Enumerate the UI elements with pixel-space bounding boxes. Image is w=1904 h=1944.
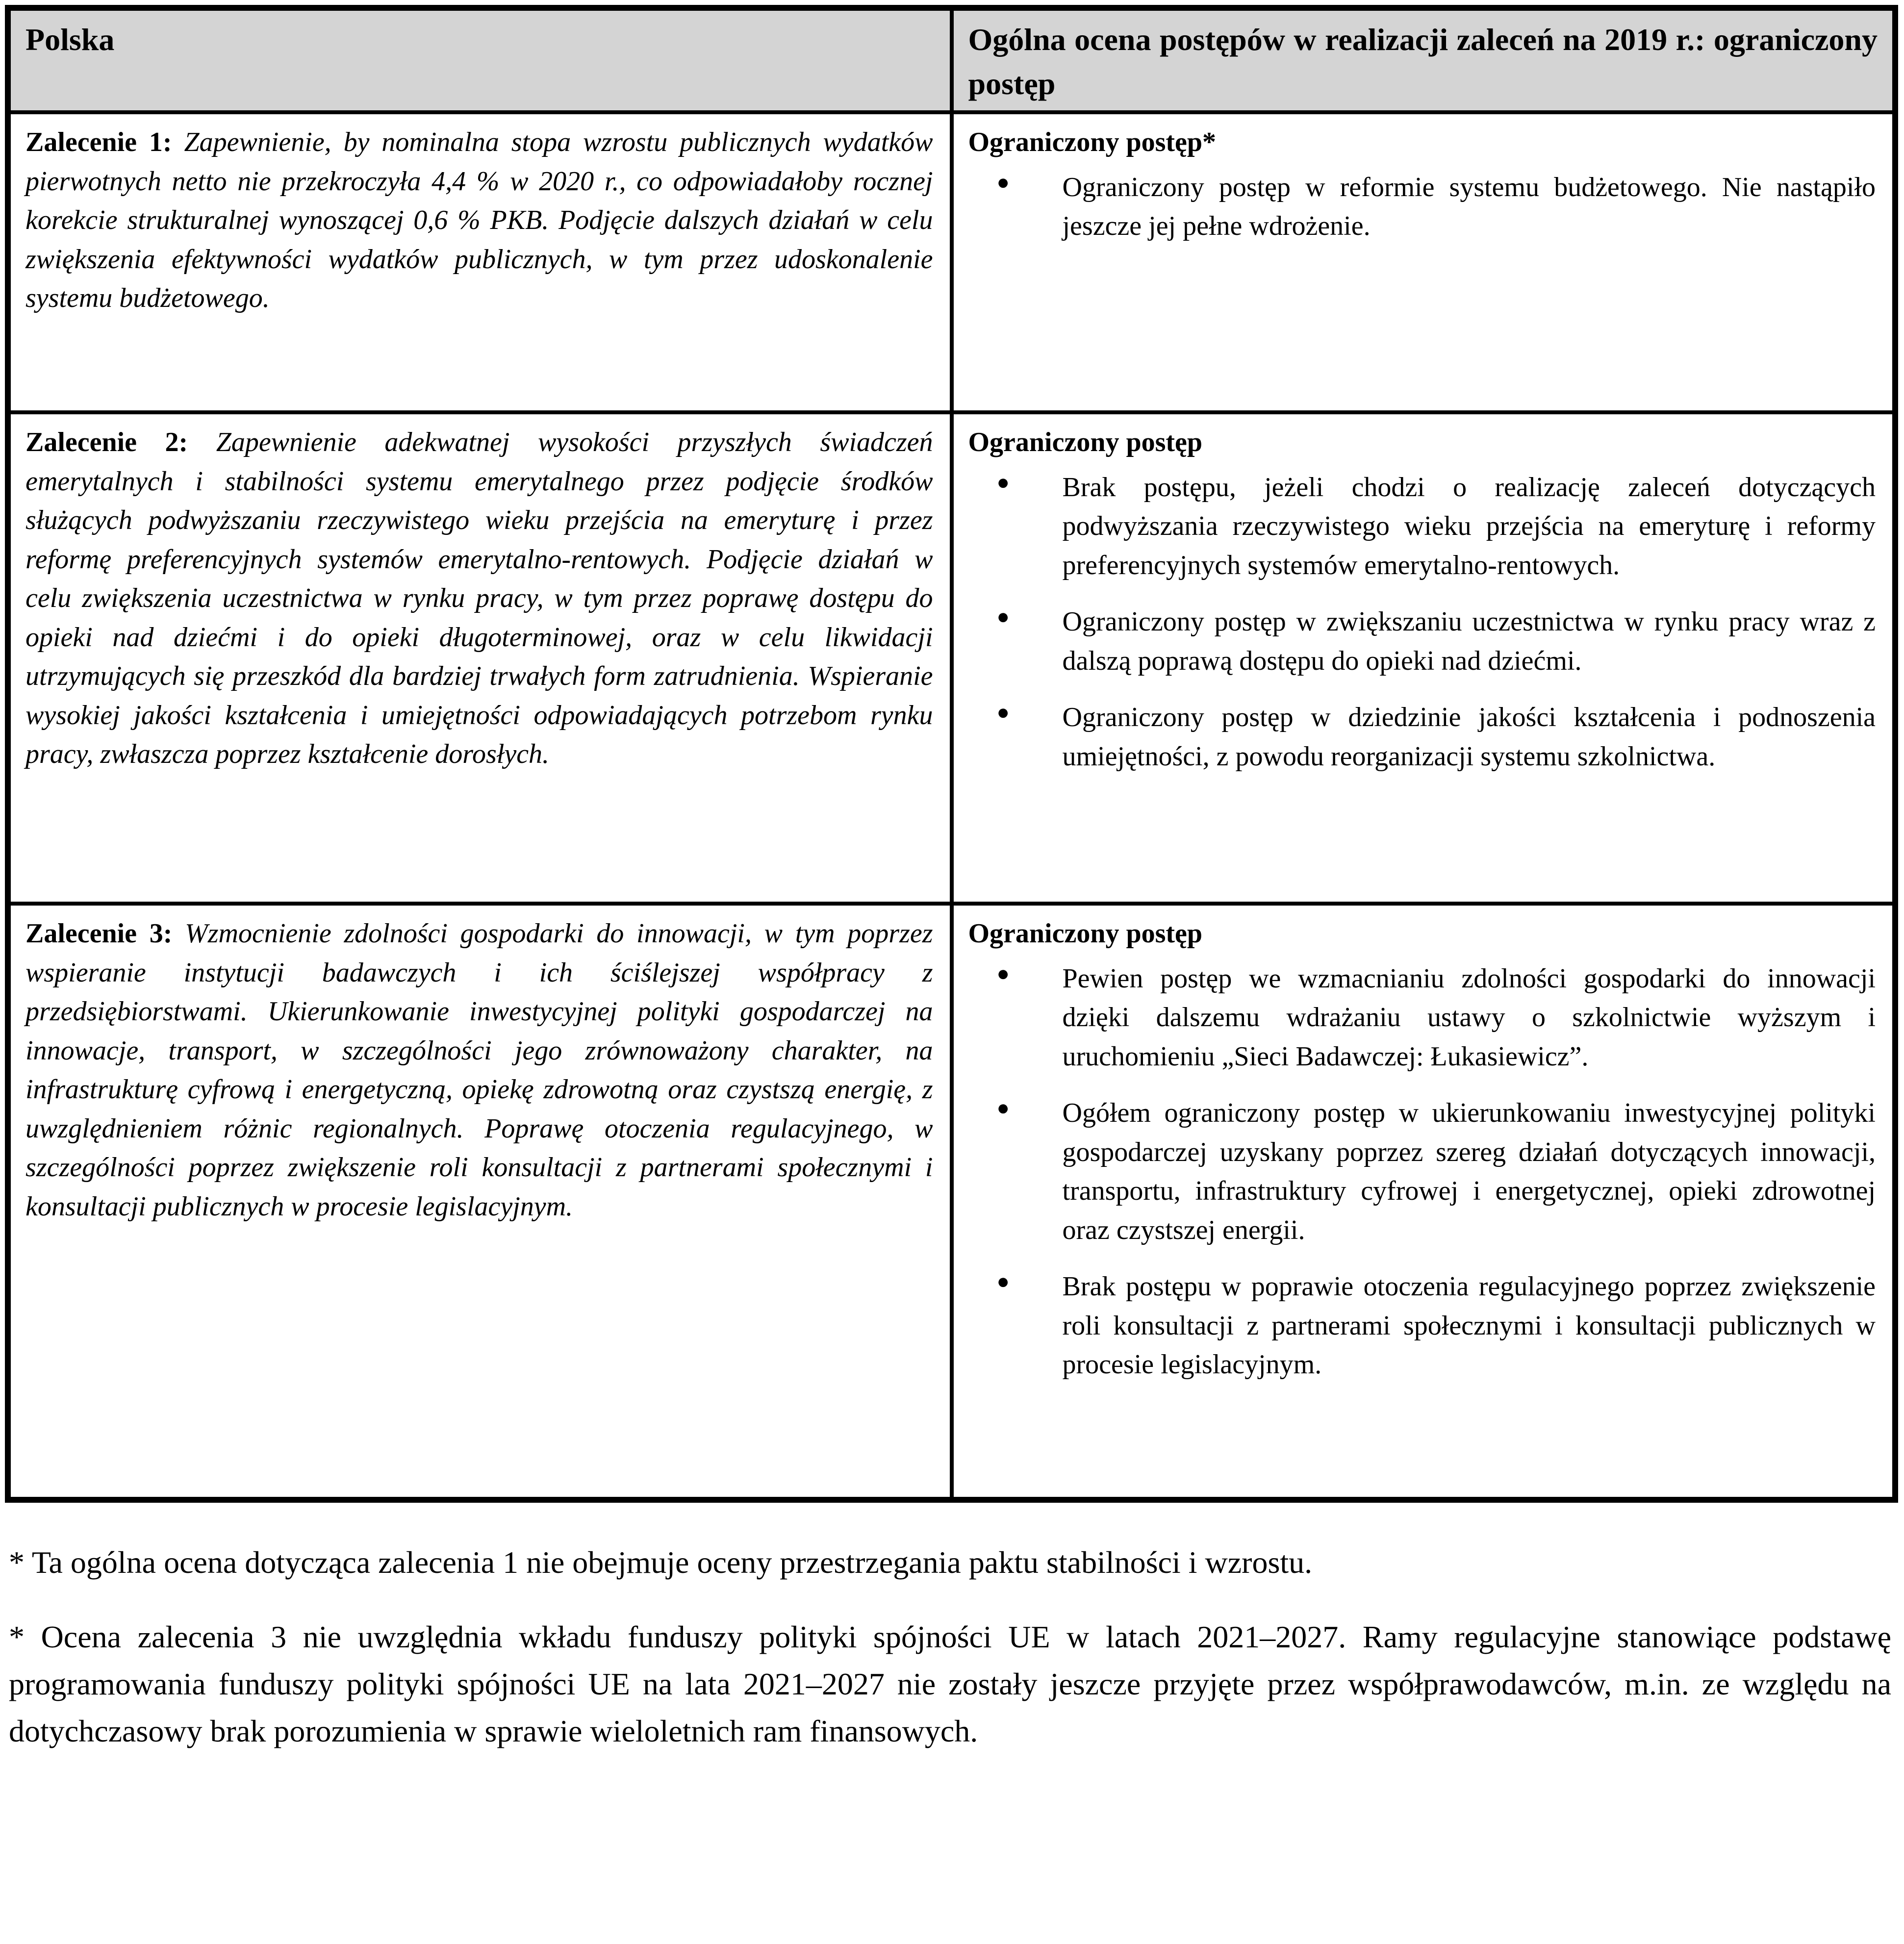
document-page	[0, 5, 1904, 1944]
recommendation-3-cell	[8, 904, 952, 1500]
bullet-item	[968, 1267, 1876, 1385]
recommendation-1-text: Zapewnienie, by nominalna stopa wzrostu publicznych wydatków pierwotnych netto nie przekroczyła 4,4 % w 2020 r., co odpowiadałoby rocznej korekcie strukturalnej wynoszącej 0,6 % PKB. Podjęcie dalszych działań w celu zwiększenia efektywności wydatków publicznych, w tym przez udoskonalenie systemu budżetowego.	[25, 127, 933, 314]
assessment-2-heading: Ograniczony postęp	[968, 427, 1203, 458]
bullet-item	[968, 1094, 1876, 1250]
bullet-text: Ogółem ograniczony postęp w ukierunkowaniu inwestycyjnej polityki gospodarczej uzyskany poprzez szereg działań dotyczących innowacji, transportu, infrastruktury cyfrowej i energetycznej, opieki zdrowotnej oraz czystszej energii.	[1062, 1098, 1876, 1245]
table-row-recommendation-2	[8, 412, 1895, 904]
bullet-icon: ●	[996, 470, 1010, 494]
bullet-icon: ●	[996, 961, 1010, 985]
header-country: Polska	[8, 8, 952, 112]
bullet-item	[968, 468, 1876, 585]
assessment-1-heading: Ograniczony postęp*	[968, 127, 1217, 158]
bullet-icon: ●	[996, 1096, 1010, 1120]
table-row-recommendation-3	[8, 904, 1895, 1500]
footnote-1: * Ta ogólna ocena dotycząca zalecenia 1 nie obejmuje oceny przestrzegania paktu stabilności i wzrostu.	[9, 1545, 1313, 1580]
recommendation-1-cell	[8, 112, 952, 412]
assessment-2-cell	[952, 412, 1896, 904]
bullet-item	[968, 698, 1876, 776]
recommendation-2-cell	[8, 412, 952, 904]
bullet-item	[968, 959, 1876, 1077]
table-row-recommendation-1	[8, 112, 1895, 412]
bullet-text: Ograniczony postęp w zwiększaniu uczestnictwa w rynku pracy wraz z dalszą poprawą dostępu do opieki nad dziećmi.	[1062, 606, 1876, 676]
assessment-1-cell	[952, 112, 1896, 412]
assessment-3-cell	[952, 904, 1896, 1500]
recommendation-3-paragraph	[25, 914, 933, 1226]
footnotes-section	[9, 1539, 1891, 1755]
bullet-icon: ●	[996, 701, 1010, 725]
assessment-3-heading: Ograniczony postęp	[968, 918, 1203, 949]
recommendation-1-paragraph	[25, 123, 933, 318]
bullet-text: Ograniczony postęp w dziedzinie jakości kształcenia i podnoszenia umiejętności, z powodu reorganizacji systemu szkolnictwa.	[1062, 702, 1876, 772]
bullet-text: Ograniczony postęp w reformie systemu budżetowego. Nie nastąpiło jeszcze jej pełne wdrożenie.	[1062, 172, 1876, 242]
recommendation-3-label: Zalecenie 3:	[25, 918, 173, 949]
recommendation-1-label: Zalecenie 1:	[25, 127, 172, 158]
bullet-icon: ●	[996, 1270, 1010, 1294]
assessment-2-bullet-list	[968, 468, 1876, 777]
recommendation-2-text: Zapewnienie adekwatnej wysokości przyszłych świadczeń emerytalnych i stabilności systemu emerytalnego przez podjęcie środków służących podwyższaniu rzeczywistego wieku przejścia na emeryturę i przez reformę preferencyjnych systemów emerytalno-rentowych. Podjęcie działań w celu zwiększenia uczestnictwa w rynku pracy, w tym przez poprawę dostępu do opieki nad dziećmi i do opieki długoterminowej, oraz w celu likwidacji utrzymujących się przeszkód dla bardziej trwałych form zatrudnienia. Wspieranie wysokiej jakości kształcenia i umiejętności odpowiadających potrzebom rynku pracy, zwłaszcza poprzez kształcenie dorosłych.	[25, 427, 933, 770]
bullet-text: Brak postępu, jeżeli chodzi o realizację zaleceń dotyczących podwyższania rzeczywistego wieku przejścia na emeryturę i reformy preferencyjnych systemów emerytalno-rentowych.	[1062, 472, 1876, 581]
assessment-3-bullet-list	[968, 959, 1876, 1385]
bullet-item	[968, 168, 1876, 246]
bullet-icon: ●	[996, 170, 1010, 194]
bullet-icon: ●	[996, 605, 1010, 629]
footnote-2: * Ocena zalecenia 3 nie uwzględnia wkładu funduszy polityki spójności UE w latach 2021–2027. Ramy regulacyjne stanowiące podstawę programowania funduszy polityki spójności UE na lata 2021–2027 nie zostały jeszcze przyjęte przez współprawodawców, m.in. ze względu na dotychczasowy brak porozumienia w sprawie wieloletnich ram finansowych.	[9, 1619, 1891, 1749]
table-header-row	[8, 8, 1895, 112]
assessment-1-bullet-list	[968, 168, 1876, 246]
bullet-text: Pewien postęp we wzmacnianiu zdolności gospodarki do innowacji dzięki dalszemu wdrażaniu ustawy o szkolnictwie wyższym i uruchomieniu „Sieci Badawczej: Łukasiewicz”.	[1062, 963, 1876, 1072]
recommendation-3-text: Wzmocnienie zdolności gospodarki do innowacji, w tym poprzez wspieranie instytucji badawczych i ich ściślejszej współpracy z przedsiębiorstwami. Ukierunkowanie inwestycyjnej polityki gospodarczej na innowacje, transport, w szczególności jego zrównoważony charakter, na infrastrukturę cyfrową i energetyczną, opiekę zdrowotną oraz czystszą energię, z uwzględnieniem różnic regionalnych. Poprawę otoczenia regulacyjnego, w szczególności poprzez zwiększenie roli konsultacji z partnerami społecznymi i konsultacji publicznych w procesie legislacyjnym.	[25, 918, 933, 1222]
recommendation-2-label: Zalecenie 2:	[25, 427, 188, 458]
bullet-text: Brak postępu w poprawie otoczenia regulacyjnego poprzez zwiększenie roli konsultacji z partnerami społecznymi i konsultacji publicznych w procesie legislacyjnym.	[1062, 1271, 1876, 1380]
header-overall-assessment: Ogólna ocena postępów w realizacji zaleceń na 2019 r.: ograniczony postęp	[952, 8, 1896, 112]
bullet-item	[968, 603, 1876, 681]
assessment-table	[5, 5, 1898, 1503]
recommendation-2-paragraph	[25, 423, 933, 774]
